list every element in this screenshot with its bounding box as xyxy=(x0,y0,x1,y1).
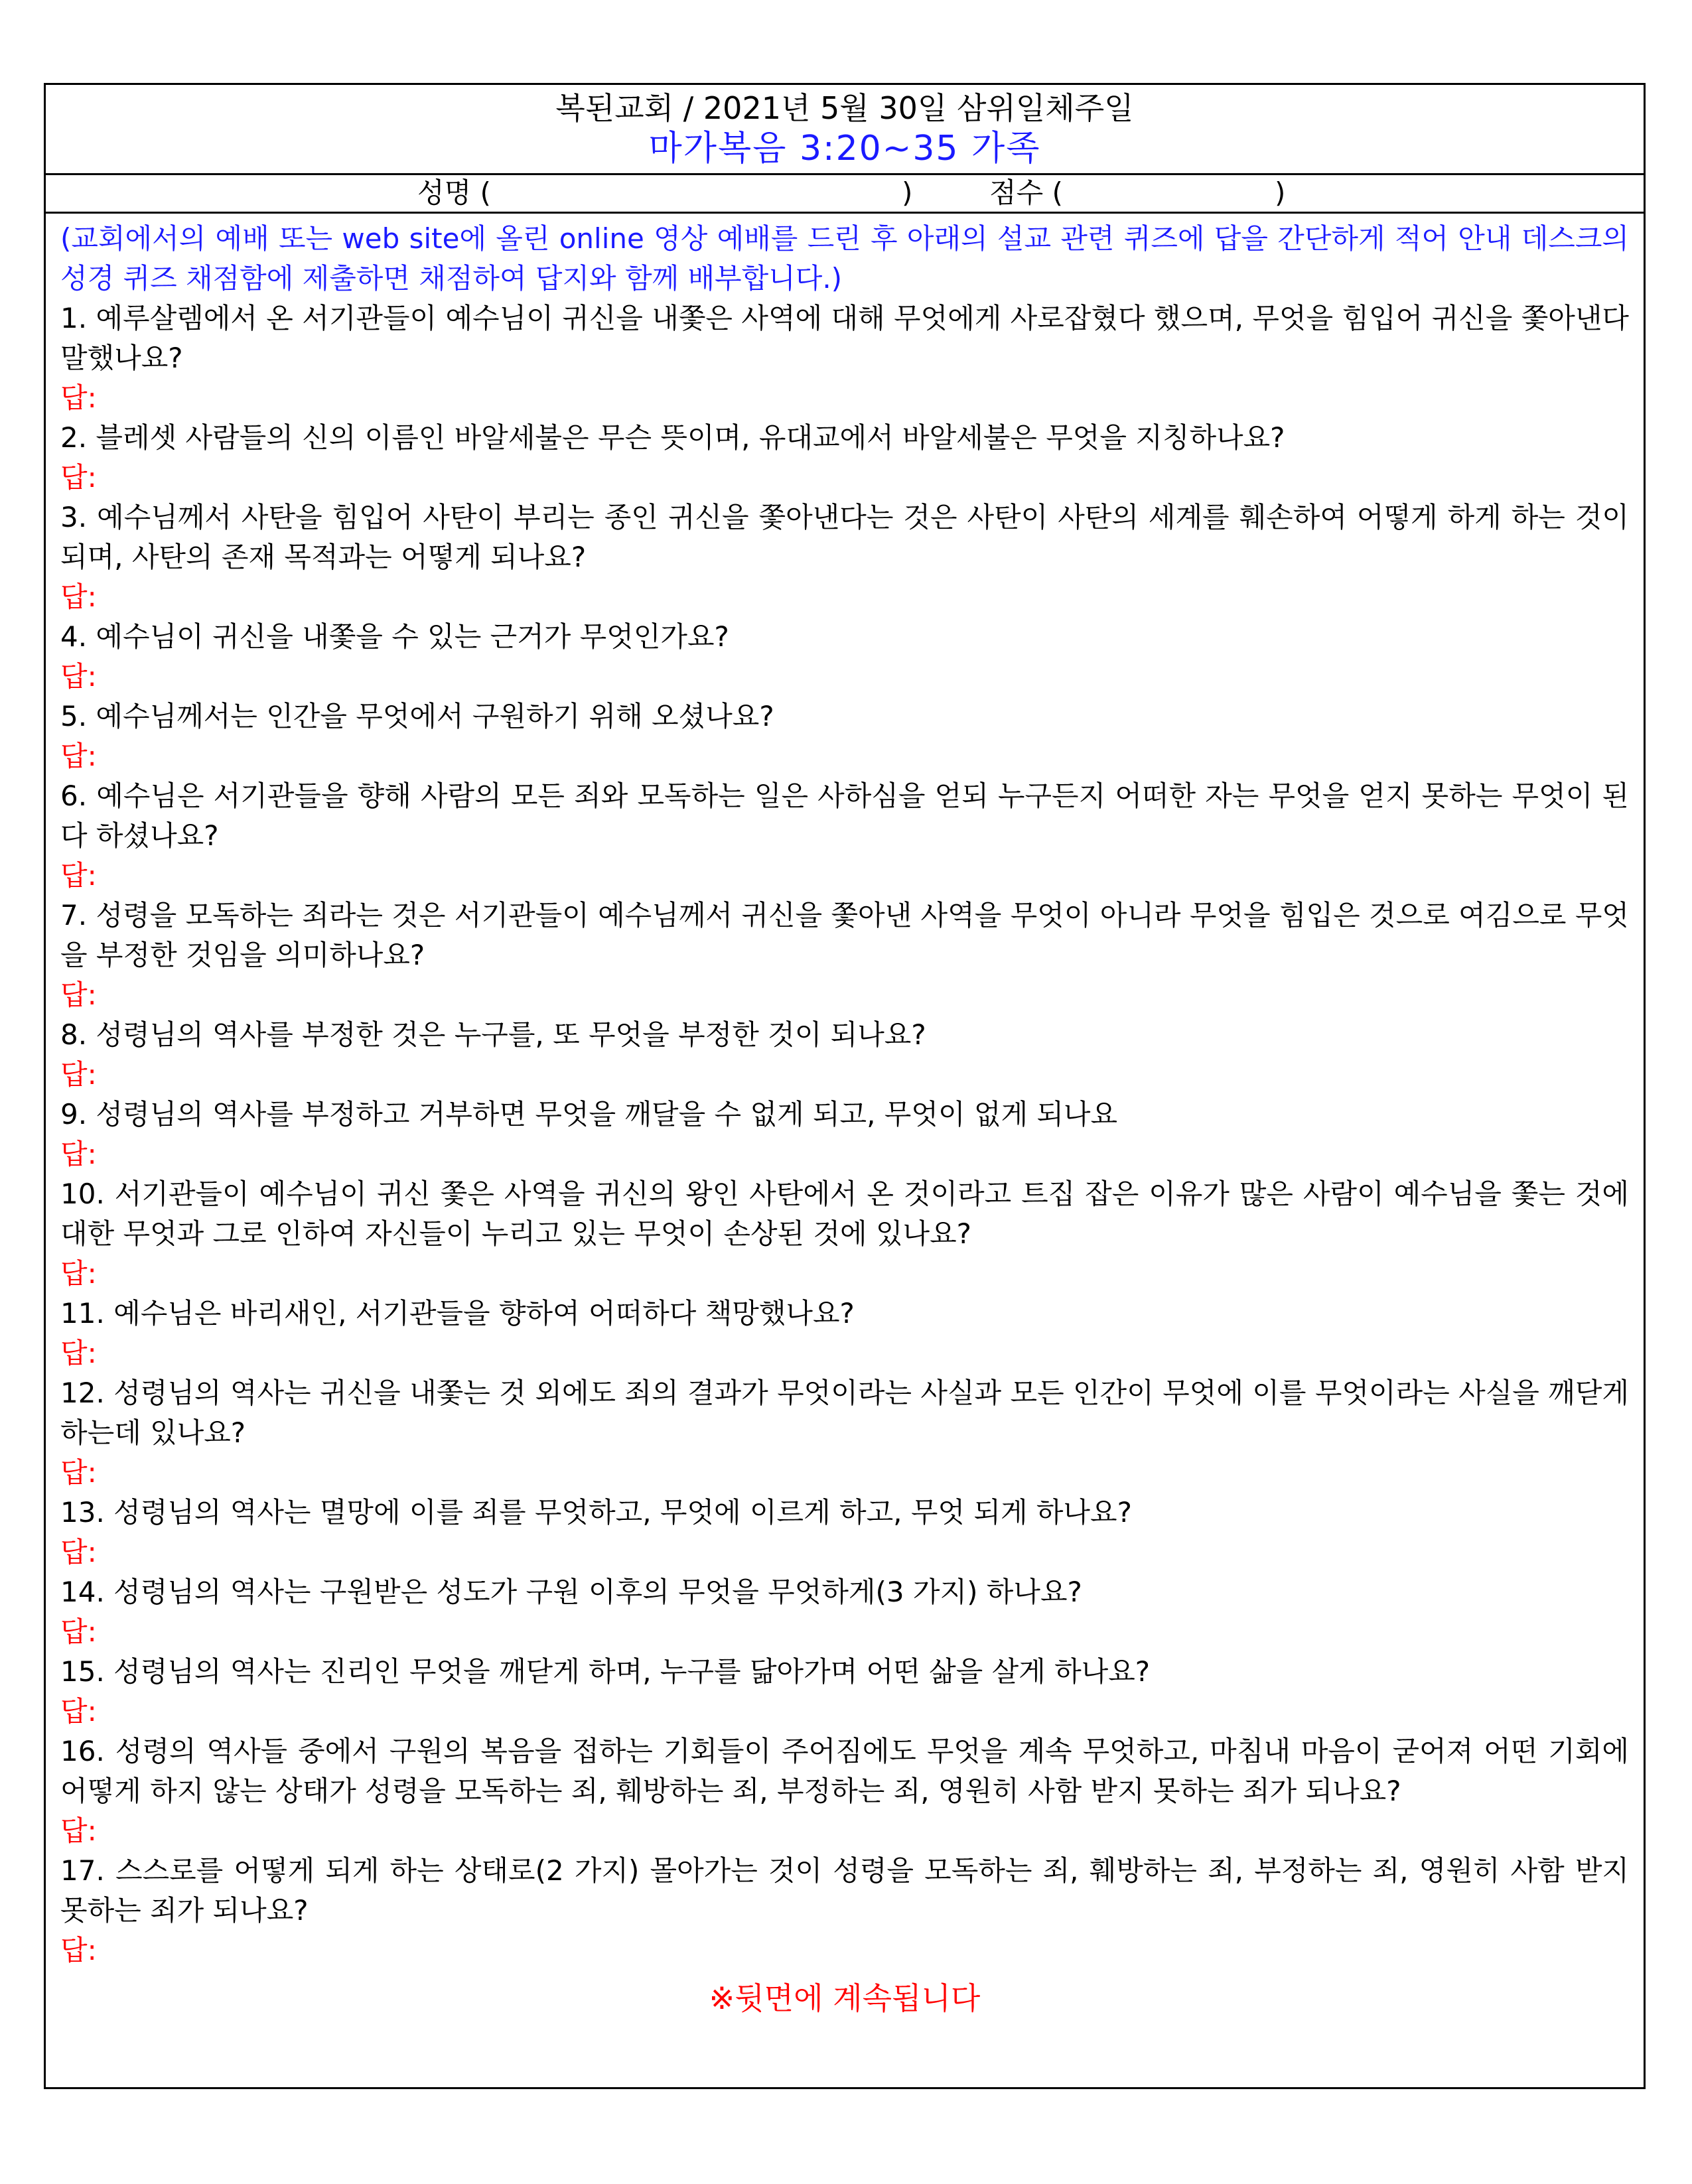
name-close: ) xyxy=(902,176,913,209)
answer-label-4: 답: xyxy=(60,660,97,693)
question-2: 2. 블레셋 사람들의 신의 이름인 바알세불은 무슨 뜻이며, 유대교에서 바알세불은 무엇을 지칭하나요? xyxy=(60,421,1285,454)
continued-note: ※뒷면에 계속됩니다 xyxy=(709,1980,981,2016)
question-8: 8. 성령님의 역사를 부정한 것은 누구를, 또 무엇을 부정한 것이 되나요? xyxy=(60,1018,926,1051)
question-6: 6. 예수님은 서기관들을 향해 사람의 모든 죄와 모독하는 일은 사하심을 얻되 누구든지 어떠한 자는 무엇을 얻지 못하는 무엇이 된다 하셨나요? xyxy=(60,780,1629,852)
answer-label-7: 답: xyxy=(60,979,97,1011)
question-3: 3. 예수님께서 사탄을 힘입어 사탄이 부리는 종인 귀신을 쫓아낸다는 것은 사탄이 사탄의 세계를 훼손하여 어떻게 하게 하는 것이 되며, 사탄의 존재 목적과는 어떻게 되나요? xyxy=(60,501,1629,573)
answer-label-13: 답: xyxy=(60,1536,97,1568)
question-13: 13. 성령님의 역사는 멸망에 이를 죄를 무엇하고, 무엇에 이르게 하고, 무엇 되게 하나요? xyxy=(60,1496,1132,1529)
score-label: 점수 ( xyxy=(989,176,1063,209)
name-label: 성명 ( xyxy=(417,176,491,209)
answer-label-3: 답: xyxy=(60,580,97,613)
question-9: 9. 성령님의 역사를 부정하고 거부하면 무엇을 깨달을 수 없게 되고, 무엇이 없게 되나요 xyxy=(60,1098,1118,1130)
question-7: 7. 성령을 모독하는 죄라는 것은 서기관들이 예수님께서 귀신을 쫓아낸 사역을 무엇이 아니라 무엇을 힘입은 것으로 여김으로 무엇을 부정한 것임을 의미하나요? xyxy=(60,899,1629,971)
name-score-row xyxy=(46,175,1644,214)
quiz-body xyxy=(46,214,1644,2018)
question-10: 10. 서기관들이 예수님이 귀신 쫓은 사역을 귀신의 왕인 사탄에서 온 것이라고 트집 잡은 이유가 많은 사람이 예수님을 쫓는 것에 대한 무엇과 그로 인하여 자신들이 누리고 있는 무엇이 손상된 것에 있나요? xyxy=(60,1178,1629,1250)
question-12: 12. 성령님의 역사는 귀신을 내쫓는 것 외에도 죄의 결과가 무엇이라는 사실과 모든 인간이 무엇에 이를 무엇이라는 사실을 깨닫게 하는데 있나요? xyxy=(60,1377,1629,1449)
question-14: 14. 성령님의 역사는 구원받은 성도가 구원 이후의 무엇을 무엇하게(3 가지) 하나요? xyxy=(60,1576,1082,1608)
question-list xyxy=(60,299,1629,1970)
answer-label-5: 답: xyxy=(60,740,97,772)
sheet-header xyxy=(46,85,1644,175)
answer-label-14: 답: xyxy=(60,1615,97,1648)
instructions: (교회에서의 예배 또는 web site에 올린 online 영상 예배를 드린 후 아래의 설교 관련 퀴즈에 답을 간단하게 적어 안내 데스크의 성경 퀴즈 채점함에 제출하면 채점하여 답지와 함께 배부합니다.) xyxy=(60,222,1629,295)
answer-label-15: 답: xyxy=(60,1695,97,1728)
answer-label-12: 답: xyxy=(60,1456,97,1489)
question-15: 15. 성령님의 역사는 진리인 무엇을 깨닫게 하며, 누구를 닮아가며 어떤 삶을 살게 하나요? xyxy=(60,1655,1151,1688)
answer-label-11: 답: xyxy=(60,1337,97,1369)
answer-label-1: 답: xyxy=(60,381,97,414)
question-11: 11. 예수님은 바리새인, 서기관들을 향하여 어떠하다 책망했나요? xyxy=(60,1297,855,1330)
question-4: 4. 예수님이 귀신을 내쫓을 수 있는 근거가 무엇인가요? xyxy=(60,620,729,653)
answer-label-17: 답: xyxy=(60,1934,97,1966)
score-close: ) xyxy=(1275,176,1286,209)
answer-label-9: 답: xyxy=(60,1138,97,1170)
question-17: 17. 스스로를 어떻게 되게 하는 상태로(2 가지) 몰아가는 것이 성령을 모독하는 죄, 훼방하는 죄, 부정하는 죄, 영원히 사함 받지 못하는 죄가 되나요? xyxy=(60,1854,1629,1927)
answer-label-6: 답: xyxy=(60,859,97,892)
question-5: 5. 예수님께서는 인간을 무엇에서 구원하기 위해 오셨나요? xyxy=(60,700,774,732)
scripture-passage: 마가복음 3:20~35 가족 xyxy=(648,129,1041,169)
church-title: 복된교회 / 2021년 5월 30일 삼위일체주일 xyxy=(555,90,1134,126)
quiz-sheet xyxy=(44,83,1646,2089)
question-1: 1. 예루살렘에서 온 서기관들이 예수님이 귀신을 내쫓은 사역에 대해 무엇에게 사로잡혔다 했으며, 무엇을 힘입어 귀신을 쫓아낸다 말했나요? xyxy=(60,302,1629,374)
answer-label-2: 답: xyxy=(60,461,97,494)
answer-label-16: 답: xyxy=(60,1814,97,1847)
question-16: 16. 성령의 역사들 중에서 구원의 복음을 접하는 기회들이 주어짐에도 무엇을 계속 무엇하고, 마침내 마음이 굳어져 어떤 기회에 어떻게 하지 않는 상태가 성령을 모독하는 죄, 훼방하는 죄, 부정하는 죄, 영원히 사함 받지 못하는 죄가 되나요? xyxy=(60,1735,1629,1807)
answer-label-8: 답: xyxy=(60,1058,97,1091)
answer-label-10: 답: xyxy=(60,1257,97,1290)
